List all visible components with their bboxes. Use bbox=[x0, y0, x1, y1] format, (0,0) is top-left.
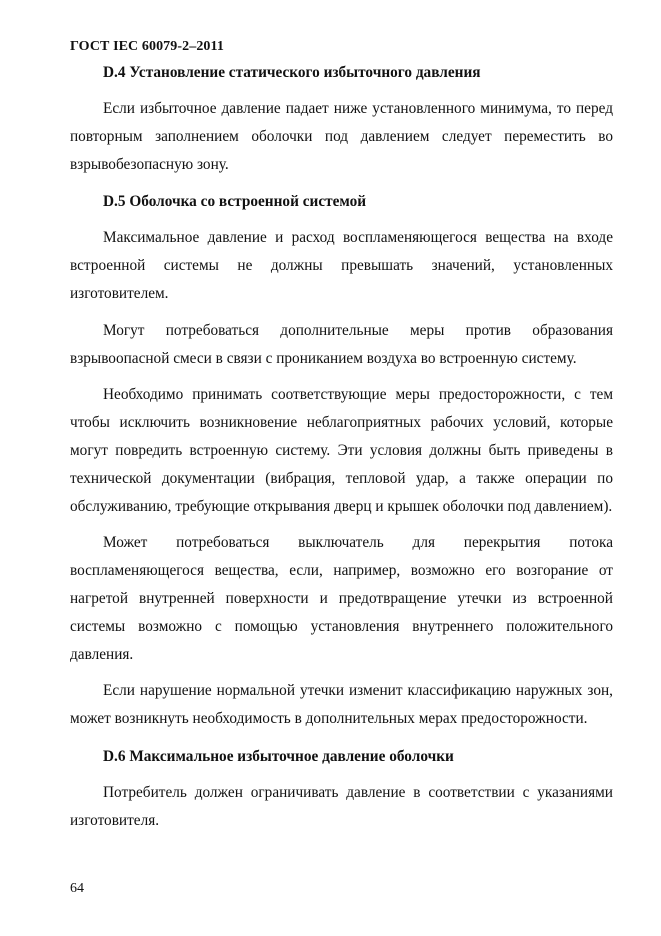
paragraph: Могут потребоваться дополнительные меры против образования взрывоопасной смеси в связи с прониканием воздуха во встроенную систему. bbox=[70, 321, 613, 367]
paragraph: Необходимо принимать соответствующие меры предосторожности, с тем чтобы исключить возникновение неблагоприятных рабочих условий, которые могут повредить встроенную систему. Эти условия должны быть приведены в технической документации (вибрация, тепловой удар, а также операции по обслуживанию, требующие открывания дверц и крышек оболочки под давлением). bbox=[70, 386, 613, 515]
paragraph: Может потребоваться выключатель для перекрытия потока воспламеняющегося вещества, если, например, возможно его возгорание от нагретой внутренней поверхности и предотвращение утечки из встроенной системы возможно с помощью установления внутреннего положительного давления. bbox=[70, 534, 613, 663]
page-number: 64 bbox=[70, 881, 84, 896]
section-heading-d5: D.5 Оболочка со встроенной системой bbox=[103, 193, 367, 211]
document-body bbox=[70, 58, 613, 835]
section-heading-d4: D.4 Установление статического избыточного давления bbox=[103, 64, 481, 81]
standard-header: ГОСТ IEC 60079-2–2011 bbox=[70, 39, 224, 54]
paragraph: Максимальное давление и расход воспламеняющегося вещества на входе встроенной системы не должны превышать значений, установленных изготовителем. bbox=[70, 229, 613, 302]
paragraph: Если нарушение нормальной утечки изменит классификацию наружных зон, может возникнуть необходимость в дополнительных мерах предосторожности. bbox=[70, 682, 613, 728]
section-heading-d6: D.6 Максимальное избыточное давление оболочки bbox=[103, 747, 454, 765]
paragraph: Если избыточное давление падает ниже установленного минимума, то перед повторным заполнением оболочки под давлением следует переместить во взрывобезопасную зону. bbox=[70, 100, 613, 173]
paragraph: Потребитель должен ограничивать давление в соответствии с указаниями изготовителя. bbox=[70, 783, 613, 829]
